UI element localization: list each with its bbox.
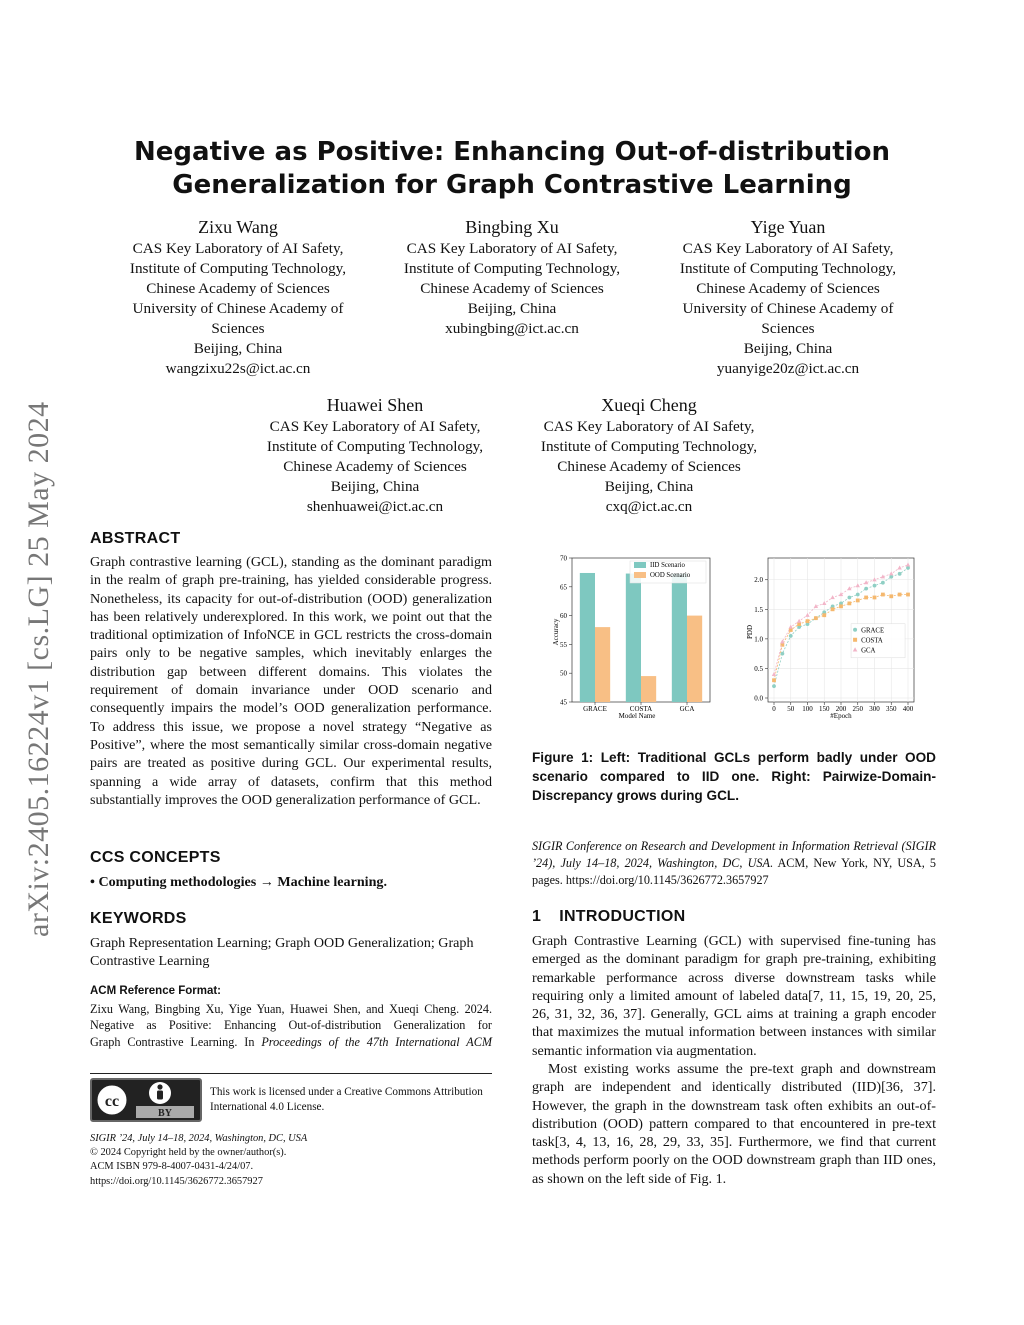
line-chart-x-tick-label: 100 xyxy=(802,705,813,713)
line-chart-x-tick-label: 150 xyxy=(819,705,830,713)
intro-paragraph-2: Most existing works assume the pre-text graph and downstream graph are independent and identically distributed (IID)[36, 37]. However, the graph in the downstream task often exhibits an out-of-distribution (OOD) pattern compared to that encountered in pre-text task[3, 4, 13, 16, 28, 29, 33, 35]. Furthermore, we find that current methods perform poorly on the OOD downstream graph than IID ones, as shown on the left side of Fig. 1. xyxy=(532,1061,936,1187)
author-affiliation: Chinese Academy of Sciences xyxy=(420,280,604,297)
line-chart-x-tick-label: 0 xyxy=(772,705,776,713)
ccs-heading: CCS CONCEPTS xyxy=(90,849,221,866)
line-point-costa xyxy=(797,622,801,626)
author-affiliation: CAS Key Laboratory of AI Safety, xyxy=(406,240,618,257)
author-email[interactable]: yuanyige20z@ict.ac.cn xyxy=(716,360,860,377)
line-point-costa xyxy=(847,601,851,605)
author-name: Zixu Wang xyxy=(198,217,278,237)
line-chart-x-label: #Epoch xyxy=(830,712,852,720)
acm-ref-proceedings: Proceedings of the 47th International ACM xyxy=(261,1034,493,1049)
line-chart-x-tick-label: 400 xyxy=(902,705,914,713)
acm-ref-line xyxy=(90,1034,492,1050)
line-point-grace xyxy=(847,596,851,600)
cc-by-icon xyxy=(92,1080,200,1120)
license-line: International 4.0 License. xyxy=(210,1100,325,1113)
line-point-gca xyxy=(830,595,834,599)
author-location: Beijing, China xyxy=(330,478,420,495)
keywords-text: Graph Representation Learning; Graph OOD Generalization; Graph Contrastive Learning xyxy=(90,935,474,970)
acm-ref-text xyxy=(90,1001,492,1050)
abstract-heading: ABSTRACT xyxy=(90,530,181,547)
line-point-grace xyxy=(780,652,784,656)
license-text xyxy=(210,1085,500,1114)
bar-iid-scenario xyxy=(672,574,687,702)
line-chart-y-tick-label: 2.0 xyxy=(754,576,763,585)
line-point-costa xyxy=(806,619,810,623)
line-point-grace xyxy=(889,575,893,579)
intro-paragraph-1: Graph Contrastive Learning (GCL) with supervised fine-tuning has emerged as the dominant paradigm for graph pre-training, exhibiting remarkable performance across diverse downstream tasks while requiring only a limited amount of labeled data[7, 11, 15, 19, 20, 25, 26, 31, 32, 36, 37]. Generally, GCL aims at training a graph encoder that maximizes the mutual information between instances with similar semantic information via augmentation. xyxy=(532,933,936,1059)
line-point-grace xyxy=(856,593,860,597)
line-chart-x-tick-label: 200 xyxy=(835,705,847,713)
author-affiliation: Institute of Computing Technology, xyxy=(679,260,897,277)
copyright-footer xyxy=(90,1132,492,1189)
footer-conference: SIGIR ’24, July 14–18, 2024, Washington, DC, USA xyxy=(90,1133,308,1144)
bar-chart-x-label: Model Name xyxy=(618,712,656,720)
author-affiliation: Institute of Computing Technology, xyxy=(266,438,484,455)
line-chart-y-label: PDD xyxy=(746,624,754,640)
bar-chart-legend-label: OOD Scenario xyxy=(650,572,691,579)
figure-1-right-line-chart xyxy=(742,552,918,720)
footer-doi[interactable]: https://doi.org/10.1145/3626772.3657927 xyxy=(90,1175,263,1187)
line-chart-legend-label: GRACE xyxy=(861,627,885,635)
license-line: This work is licensed under a Creative Commons Attribution xyxy=(210,1086,483,1098)
line-point-gca xyxy=(839,592,843,596)
bar-chart-legend-swatch xyxy=(634,562,646,568)
bar-ood-scenario xyxy=(595,627,610,702)
line-point-grace xyxy=(881,581,885,585)
bar-chart-y-label: Accuracy xyxy=(552,618,560,646)
title-line-1: Negative as Positive: Enhancing Out-of-distribution xyxy=(134,137,890,167)
line-point-costa xyxy=(889,594,893,598)
acm-ref-line: Zixu Wang, Bingbing Xu, Yige Yuan, Huawei Shen, and Xueqi Cheng. 2024. xyxy=(90,1002,492,1016)
intro-heading-number: 1 xyxy=(532,908,542,925)
figure-1-left-bar-chart xyxy=(544,552,716,720)
acm-ref-prefix: Graph Contrastive Learning. In xyxy=(90,1034,262,1049)
bar-chart-x-tick-label: GCA xyxy=(679,705,695,713)
bar-chart-y-tick-label: 55 xyxy=(560,640,567,649)
license-divider xyxy=(90,1073,492,1074)
arxiv-identifier: arXiv:2405.16224v1 [cs.LG] 25 May 2024 xyxy=(22,401,55,937)
line-point-costa xyxy=(831,607,835,611)
cc-label: cc xyxy=(104,1093,120,1110)
author-name: Yige Yuan xyxy=(750,217,826,237)
author-location: Beijing, China xyxy=(193,340,283,357)
bar-chart-x-tick-label: COSTA xyxy=(629,705,653,713)
line-point-costa xyxy=(814,616,818,620)
author-affiliation: Institute of Computing Technology, xyxy=(129,260,347,277)
abstract-text: Graph contrastive learning (GCL), standing as the dominant paradigm in the realm of graph pre-training, has yielded considerable progress. Nonetheless, its capacity for out-of-distribution (OOD) generalization has been relatively underexplored. In this work, we point out that the traditional optimization of InfoNCE in GCL restricts the cross-domain pairs only to be negative samples, which inevitably enlarges the distribution gap between different domains. This violates the requirement of domain invariance under OOD scenario and consequently impairs the model’s OOD generalization performance. To address this issue, we propose a novel strategy “Negative as Positive”, where the most semantically similar cross-domain negative pairs are treated as positive during GCL. Our experimental results, spanning a wide array of datasets, confirm that this method substantially improves the OOD generalization performance of GCL. xyxy=(90,554,492,808)
author-block xyxy=(519,394,779,517)
line-point-costa xyxy=(881,593,885,597)
line-point-gca xyxy=(889,571,893,575)
line-chart-legend-marker xyxy=(853,628,857,632)
line-point-costa xyxy=(906,593,910,597)
bar-chart-y-tick-label: 50 xyxy=(560,669,567,678)
author-email[interactable]: wangzixu22s@ict.ac.cn xyxy=(165,360,311,377)
footer-copyright: © 2024 Copyright held by the owner/author(s). xyxy=(90,1147,287,1159)
author-affiliation: Institute of Computing Technology, xyxy=(540,438,758,455)
intro-heading-text: INTRODUCTION xyxy=(559,908,686,925)
line-point-costa xyxy=(864,596,868,600)
line-point-gca xyxy=(789,625,793,629)
line-point-gca xyxy=(897,566,901,570)
line-chart-y-tick-label: 1.5 xyxy=(754,605,763,614)
footer-isbn: ACM ISBN 979-8-4007-0431-4/24/07. xyxy=(90,1161,254,1173)
bar-iid-scenario xyxy=(626,574,641,702)
acm-ref-continuation xyxy=(532,838,936,888)
author-email[interactable]: xubingbing@ict.ac.cn xyxy=(445,320,579,337)
line-point-gca xyxy=(805,613,809,617)
author-affiliation: Chinese Academy of Sciences xyxy=(283,458,467,475)
author-block xyxy=(108,216,368,379)
line-chart-y-tick-label: 0.0 xyxy=(754,694,763,703)
author-name: Xueqi Cheng xyxy=(601,395,697,415)
paper-title xyxy=(100,136,924,202)
line-chart-legend-label: GCA xyxy=(861,647,876,655)
author-affiliation: CAS Key Laboratory of AI Safety, xyxy=(682,240,894,257)
author-affiliation: CAS Key Laboratory of AI Safety, xyxy=(132,240,344,257)
bar-chart-y-tick-label: 45 xyxy=(560,698,567,707)
line-point-gca xyxy=(856,583,860,587)
bar-chart-legend-swatch xyxy=(634,572,646,578)
author-block xyxy=(657,216,919,379)
intro-heading xyxy=(532,908,685,926)
line-chart-x-tick-label: 350 xyxy=(886,705,897,713)
author-email[interactable]: cxq@ict.ac.cn xyxy=(605,498,693,515)
bar-chart-y-tick-label: 65 xyxy=(560,583,567,592)
author-affiliation: Institute of Computing Technology, xyxy=(403,260,621,277)
cc-by-license-badge[interactable] xyxy=(90,1078,202,1122)
line-point-costa xyxy=(772,678,776,682)
author-affiliation: CAS Key Laboratory of AI Safety, xyxy=(269,418,481,435)
line-chart-legend-label: COSTA xyxy=(861,637,883,645)
line-point-gca xyxy=(906,563,910,567)
line-point-costa xyxy=(856,599,860,603)
bar-ood-scenario xyxy=(687,616,702,702)
acm-ref-publisher: . ACM, New York, NY, USA, 5 pages. https://doi.org/10.1145/3626772.3657927 xyxy=(532,855,936,887)
line-chart-x-tick-label: 50 xyxy=(787,705,795,713)
bar-iid-scenario xyxy=(580,573,595,702)
figure-1-caption: Figure 1: Left: Traditional GCLs perform badly under OOD scenario compared to IID one. Right: Pairwize-Domain-Discrepancy grows during GCL. xyxy=(532,750,936,803)
line-point-grace xyxy=(772,684,776,688)
line-point-grace xyxy=(864,587,868,591)
bar-chart-y-tick-label: 70 xyxy=(560,554,567,563)
author-affiliation: Chinese Academy of Sciences xyxy=(557,458,741,475)
bar-ood-scenario xyxy=(641,676,656,702)
by-label: BY xyxy=(158,1108,172,1119)
line-point-costa xyxy=(898,593,902,597)
author-block xyxy=(382,216,642,339)
bar-chart-y-tick-label: 60 xyxy=(560,612,567,621)
author-affiliation: University of Chinese Academy of xyxy=(682,300,894,317)
line-point-costa xyxy=(822,613,826,617)
line-point-grace xyxy=(898,572,902,576)
bar-chart-legend-label: IID Scenario xyxy=(650,562,685,569)
author-location: Beijing, China xyxy=(743,340,833,357)
keywords-heading: KEYWORDS xyxy=(90,910,187,927)
line-chart-x-tick-label: 300 xyxy=(869,705,880,713)
line-chart-legend-marker xyxy=(853,638,857,642)
author-location: Beijing, China xyxy=(604,478,694,495)
author-block xyxy=(245,394,505,517)
author-affiliation: Sciences xyxy=(211,320,265,337)
line-chart-y-tick-label: 1.0 xyxy=(754,635,763,644)
line-point-gca xyxy=(797,619,801,623)
author-affiliation: Chinese Academy of Sciences xyxy=(146,280,330,297)
author-email[interactable]: shenhuawei@ict.ac.cn xyxy=(306,498,444,515)
author-affiliation: Chinese Academy of Sciences xyxy=(696,280,880,297)
line-point-grace xyxy=(873,584,877,588)
title-line-2: Generalization for Graph Contrastive Learning xyxy=(172,170,852,200)
author-name: Bingbing Xu xyxy=(465,217,559,237)
ccs-text: • Computing methodologies → Machine learning. xyxy=(90,874,387,890)
author-location: Beijing, China xyxy=(467,300,557,317)
line-point-costa xyxy=(873,596,877,600)
bar-chart-x-tick-label: GRACE xyxy=(583,705,607,713)
line-point-grace xyxy=(789,634,793,638)
author-affiliation: CAS Key Laboratory of AI Safety, xyxy=(543,418,755,435)
line-chart-y-tick-label: 0.5 xyxy=(754,664,763,673)
author-name: Huawei Shen xyxy=(326,395,424,415)
line-chart-x-tick-label: 250 xyxy=(852,705,863,713)
author-affiliation: University of Chinese Academy of xyxy=(132,300,344,317)
author-affiliation: Sciences xyxy=(761,320,815,337)
line-point-costa xyxy=(839,604,843,608)
acm-ref-heading: ACM Reference Format: xyxy=(90,985,221,997)
line-point-gca xyxy=(822,601,826,605)
line-point-gca xyxy=(872,577,876,581)
acm-ref-venue: SIGIR Conference on Research and Development in Information Retrieval (SIGIR ’24), July 14–18, 2024, Washington, DC, USA xyxy=(532,839,936,870)
line-point-grace xyxy=(906,566,910,570)
acm-ref-line: Negative as Positive: Enhancing Out-of-distribution Generalization for xyxy=(90,1018,492,1033)
